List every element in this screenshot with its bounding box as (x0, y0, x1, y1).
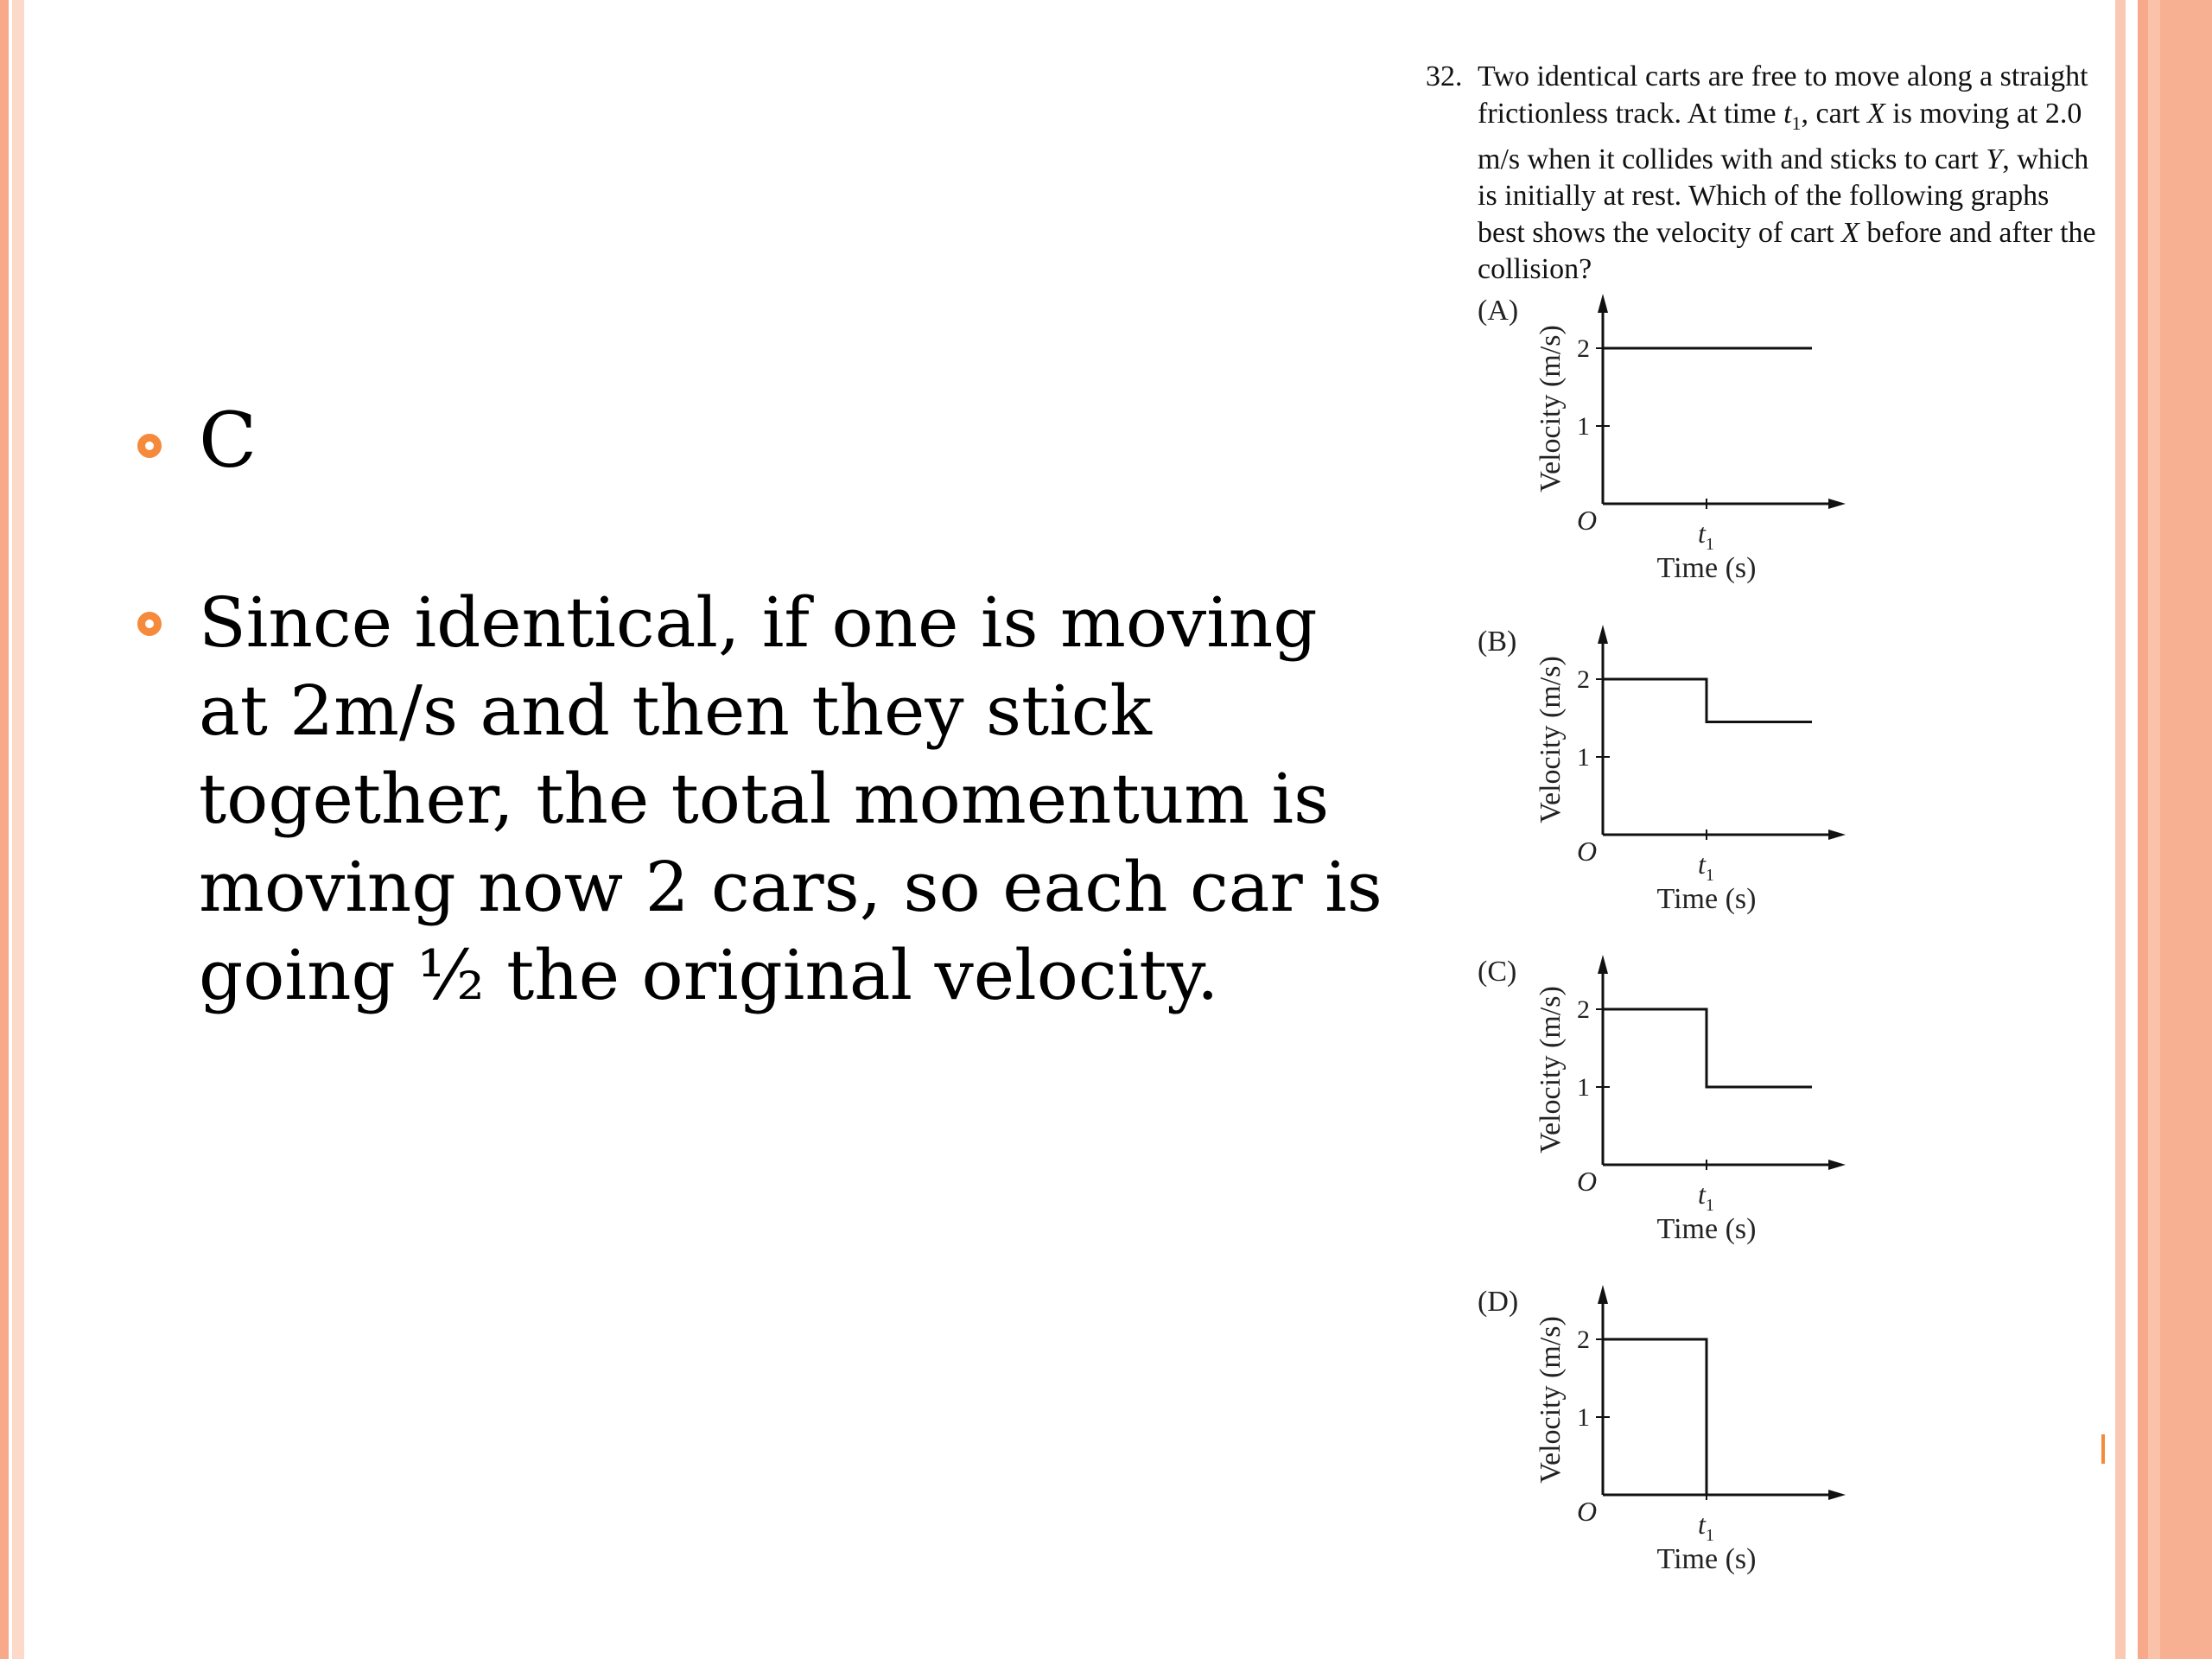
y-tick-label: 2 (1577, 665, 1590, 694)
y-tick-label: 2 (1577, 1325, 1590, 1354)
origin-label: O (1577, 836, 1598, 867)
x-tick-label: $t_1$ (1698, 518, 1714, 554)
y-tick-label: 2 (1577, 995, 1590, 1024)
x-axis-title: Time (s) (1656, 1213, 1757, 1245)
x-axis-arrow-icon (1828, 1160, 1846, 1170)
graph-b (1478, 625, 1846, 915)
answer-text: C (199, 396, 257, 485)
graph-label: (D) (1478, 1286, 1519, 1318)
question-number: 32. (1426, 60, 1463, 92)
x-axis-arrow-icon (1828, 499, 1846, 509)
y-tick-label: 2 (1577, 334, 1590, 363)
origin-label: O (1577, 1166, 1598, 1197)
y-tick-label: 1 (1577, 743, 1590, 772)
x-tick-subscript: 1 (1705, 535, 1714, 554)
x-tick-subscript: 1 (1705, 1196, 1714, 1215)
x-axis-arrow-icon (1828, 1490, 1846, 1500)
origin-label: O (1577, 1496, 1598, 1527)
y-tick-label: 1 (1577, 1073, 1590, 1102)
y-axis-arrow-icon (1598, 955, 1608, 974)
y-axis-arrow-icon (1598, 1285, 1608, 1304)
graph-a (1478, 294, 1846, 584)
graph-label: (B) (1478, 626, 1517, 658)
velocity-line (1603, 1339, 1812, 1495)
x-tick-subscript: 1 (1705, 866, 1714, 885)
graph-d (1478, 1285, 1846, 1575)
x-axis-title: Time (s) (1656, 883, 1757, 915)
graph-label: (C) (1478, 956, 1517, 988)
x-axis-title: Time (s) (1656, 1543, 1757, 1575)
x-axis-arrow-icon (1828, 830, 1846, 840)
velocity-line (1603, 679, 1812, 722)
y-axis-arrow-icon (1598, 294, 1608, 313)
y-axis-title: Velocity (m/s) (1535, 656, 1567, 823)
question-text: Two identical carts are free to move along a straight frictionless track. At time $t_1$, cart X is moving at 2.0 m/s when it collides with and sticks to cart Y, which is initially at rest. Which of the following graphs best shows the velocity of cart X before and after the collision? (1478, 60, 2096, 286)
x-tick-subscript: 1 (1705, 1526, 1714, 1545)
y-axis-title: Velocity (m/s) (1535, 1316, 1567, 1484)
graph-label: (A) (1478, 295, 1519, 327)
y-tick-label: 1 (1577, 1403, 1590, 1432)
y-axis-arrow-icon (1598, 625, 1608, 644)
x-tick-label: $t_1$ (1698, 1509, 1714, 1545)
x-tick-label: $t_1$ (1698, 849, 1714, 885)
y-axis-title: Velocity (m/s) (1535, 325, 1567, 493)
y-axis-title: Velocity (m/s) (1535, 986, 1567, 1154)
origin-label: O (1577, 505, 1598, 536)
y-tick-label: 1 (1577, 412, 1590, 441)
explanation-text: Since identical, if one is moving at 2m/s and then they stick together, the total momentum is moving now 2 cars, so each car is going ½ the original velocity. (199, 582, 1382, 1015)
x-tick-label: $t_1$ (1698, 1179, 1714, 1215)
x-axis-title: Time (s) (1656, 552, 1757, 584)
velocity-line (1603, 1009, 1812, 1087)
graph-c (1478, 955, 1846, 1245)
